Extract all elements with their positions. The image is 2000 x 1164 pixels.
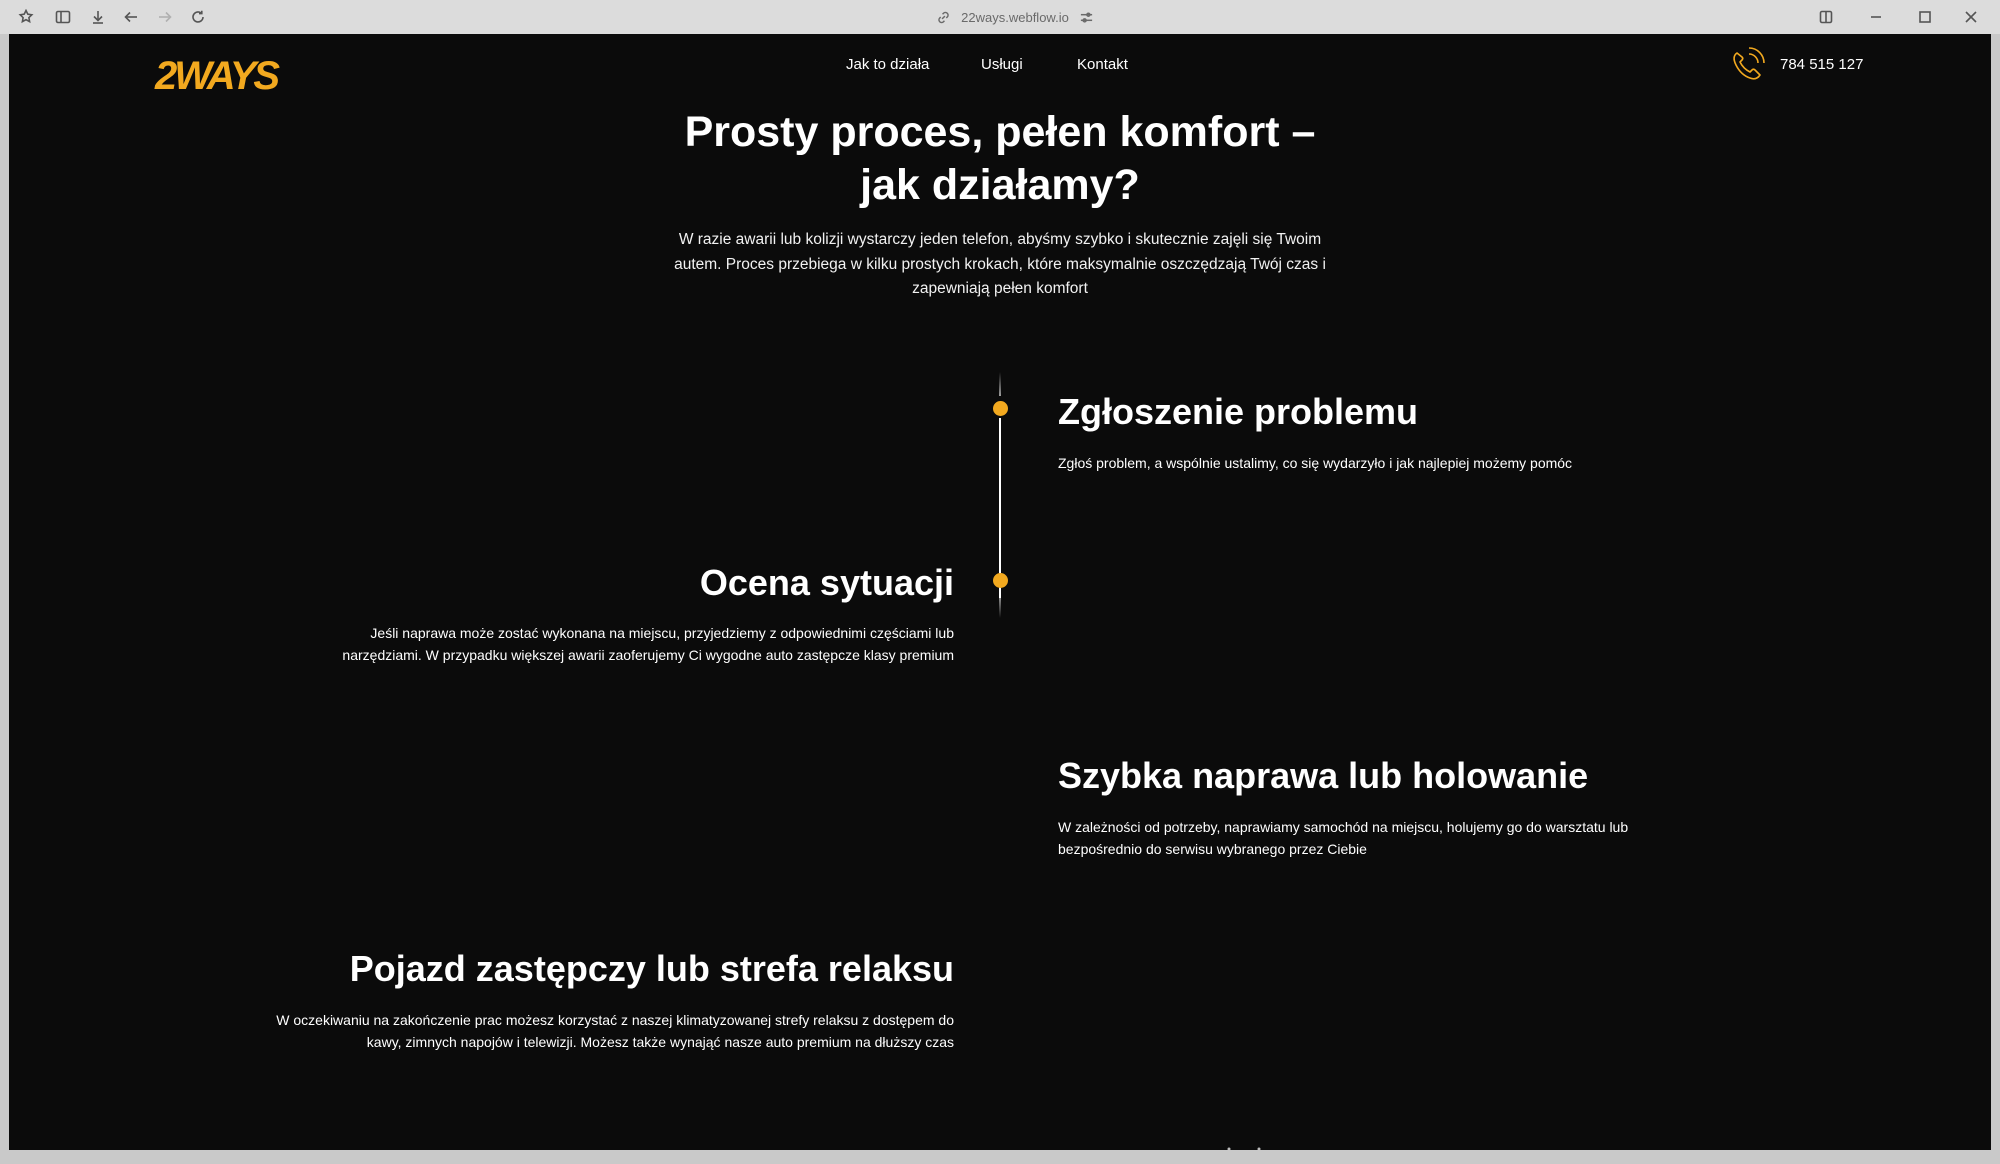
step-title: Szybka naprawa lub holowanie: [1058, 755, 1589, 796]
step-description: W oczekiwaniu na zakończenie prac możesz korzystać z naszej klimatyzowanej strefy relaksu z dostępem do kawy, zimnych napojów i telewizji. Możesz także wynająć nasze auto premium na dłuższy czas: [276, 1012, 954, 1050]
reload-icon[interactable]: [188, 7, 208, 27]
phone-icon[interactable]: [1727, 45, 1767, 85]
step-title: Zgłoszenie problemu: [1058, 391, 1419, 432]
download-icon[interactable]: [88, 7, 108, 27]
nav-link-services[interactable]: Usługi: [981, 56, 1023, 73]
scroll-indicator: [1207, 1146, 1287, 1150]
web-page: [9, 34, 1991, 1150]
split-view-icon[interactable]: [1816, 7, 1836, 27]
maximize-icon[interactable]: [1915, 7, 1935, 27]
step-description: W zależności od potrzeby, naprawiamy samochód na miejscu, holujemy go do warsztatu lub bezpośrednio do serwisu wybranego przez Ciebie: [1058, 819, 1629, 857]
timeline-line-fade: [999, 372, 1001, 396]
hero-description: W razie awarii lub kolizji wystarczy jeden telefon, abyśmy szybko i skutecznie zajęli się Twoim autem. Proces przebiega w kilku prostych krokach, które maksymalnie oszczędzają Twój czas i zapewniają pełen komfort: [674, 231, 1326, 297]
step-description: Zgłoś problem, a wspólnie ustalimy, co się wydarzyło i jak najlepiej możemy pomóc: [1058, 455, 1573, 471]
sidebar-icon[interactable]: [53, 7, 73, 27]
timeline-line: [999, 418, 1001, 598]
step-description: Jeśli naprawa może zostać wykonana na miejscu, przyjedziemy z odpowiednimi częściami lub narzędziami. W przypadku większej awarii zaoferujemy Ci wygodne auto zastępcze klasy premium: [342, 625, 954, 663]
timeline-dot: [993, 401, 1008, 416]
forward-icon[interactable]: [155, 7, 175, 27]
nav-link-how-it-works[interactable]: Jak to działa: [846, 56, 930, 73]
url-text[interactable]: 22ways.webflow.io: [961, 9, 1069, 25]
phone-number-link[interactable]: 784 515 127: [1780, 56, 1864, 73]
address-bar[interactable]: [925, 6, 1105, 28]
svg-text:2WAYS: 2WAYS: [155, 54, 278, 98]
page-title: Prosty proces, pełen komfort – jak działamy?: [684, 108, 1316, 209]
close-icon[interactable]: [1961, 7, 1981, 27]
step-title: Ocena sytuacji: [699, 562, 954, 603]
back-icon[interactable]: [121, 7, 141, 27]
minimize-icon[interactable]: [1866, 7, 1886, 27]
brand-logo[interactable]: [153, 46, 293, 102]
site-settings-icon[interactable]: [1079, 10, 1094, 25]
extensions-icon[interactable]: [16, 7, 36, 27]
link-icon: [936, 10, 951, 25]
step-title: Pojazd zastępczy lub strefa relaksu: [349, 948, 954, 989]
timeline-dot: [993, 573, 1008, 588]
browser-toolbar: [0, 0, 2000, 34]
nav-link-contact[interactable]: Kontakt: [1077, 56, 1128, 73]
